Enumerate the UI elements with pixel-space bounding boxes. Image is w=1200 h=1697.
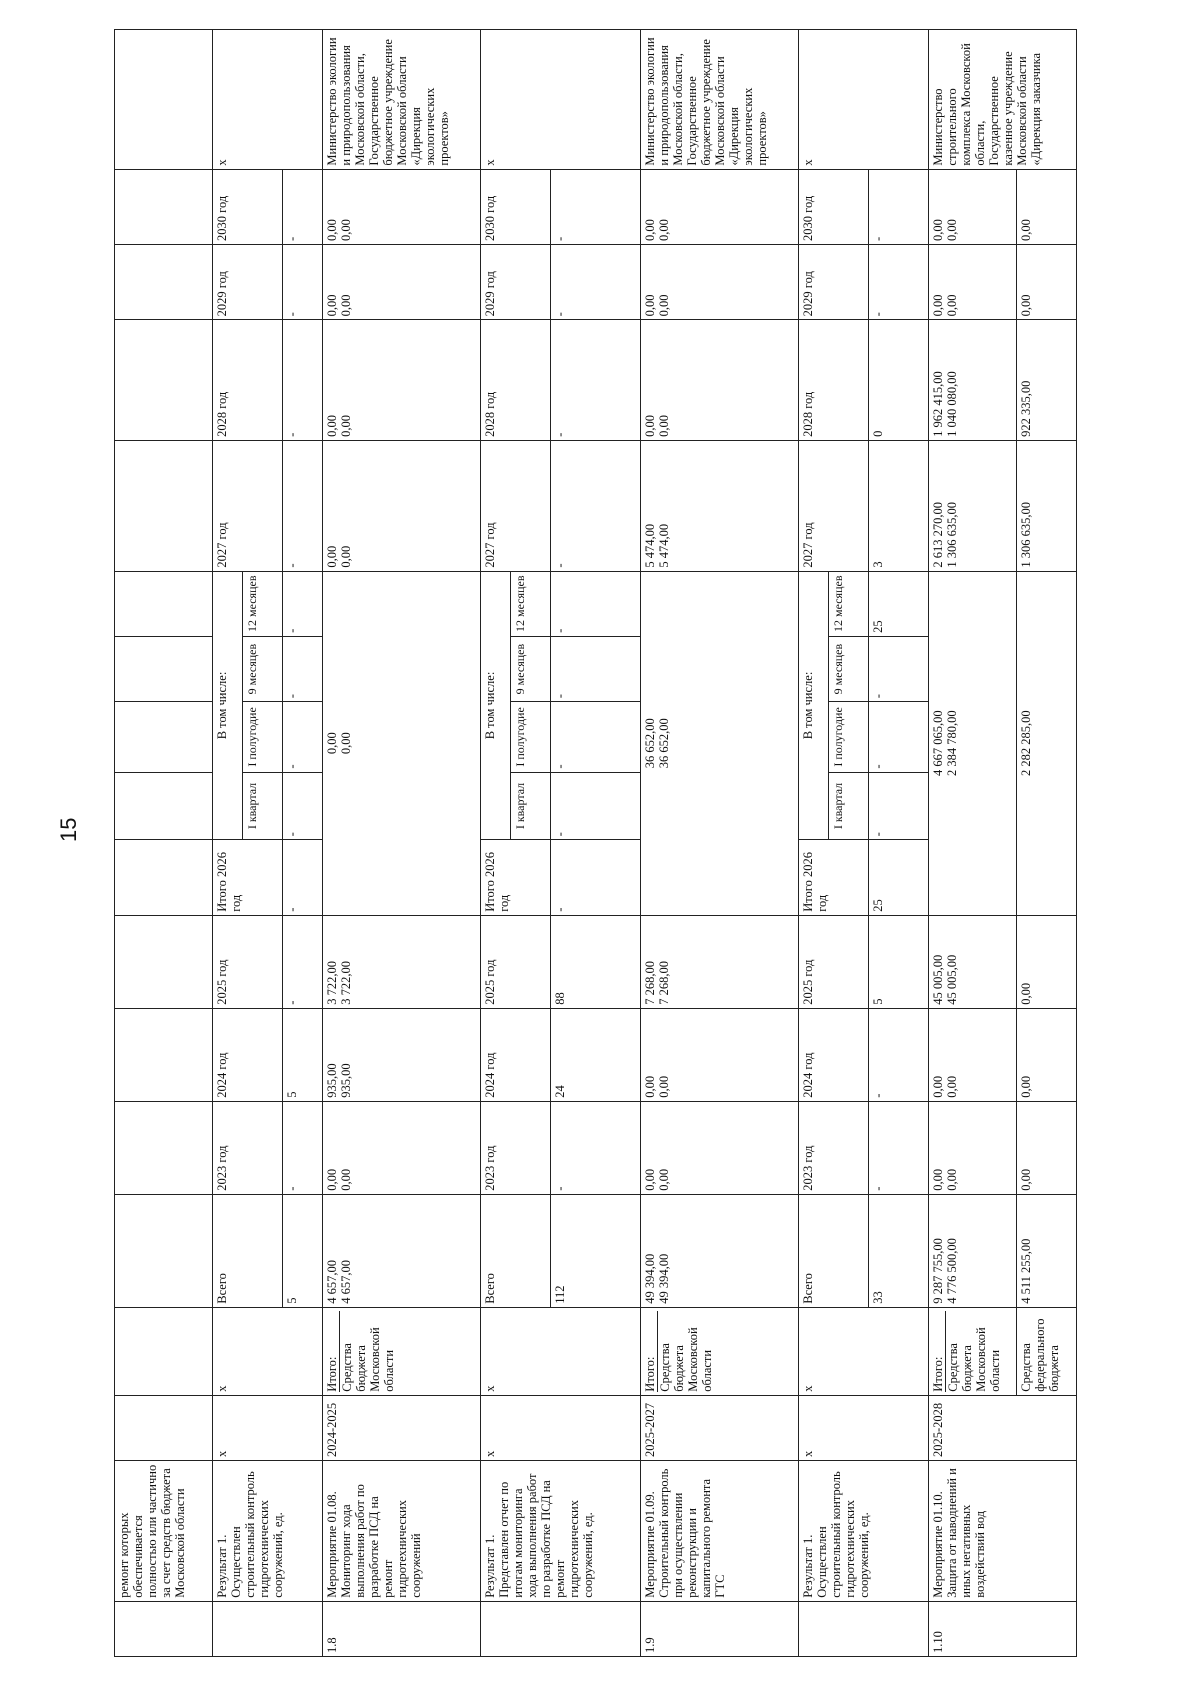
value-2026: - [551, 840, 641, 915]
executor-cell: x [481, 30, 641, 170]
value-2030: - [551, 169, 641, 244]
source-cell [641, 1307, 799, 1395]
header-12m: 12 месяцев [243, 571, 283, 636]
value-2030: 0,00 0,00 [641, 169, 799, 244]
value-total: 33 [869, 1194, 929, 1307]
table-row [115, 30, 213, 1657]
source-label: Средства федерального бюджета [1017, 1307, 1077, 1395]
table-row [641, 30, 799, 1657]
value-2028: 922 335,00 [1017, 320, 1077, 441]
value-2024: 0,00 [1017, 1008, 1077, 1101]
value-2023: 0,00 [1017, 1101, 1077, 1194]
header-q1: I квартал [829, 772, 869, 840]
value-2027: - [283, 440, 323, 571]
header-q1: I квартал [511, 772, 551, 840]
header-12m: 12 месяцев [511, 571, 551, 636]
header-incl: В том числе: [213, 571, 243, 840]
value-2024: - [869, 1008, 929, 1101]
source-cell: x [213, 1307, 323, 1395]
source-cell [929, 1307, 1017, 1395]
result-name: Результат 1. Осуществлен строительный контроль гидротехнических сооружений, ед. [213, 1461, 323, 1602]
value-2027: 2 613 270,00 1 306 635,00 [929, 440, 1017, 571]
value-total: 49 394,00 49 394,00 [641, 1194, 799, 1307]
header-2025: 2025 год [799, 915, 869, 1008]
result-name: Результат 1. Представлен отчет по итогам мониторинга хода выполнения работ по разработке ПСД на ремонт гидротехнических сооружений, ед. [481, 1461, 641, 1602]
row-number [213, 1601, 323, 1656]
header-h1: I полугодие [511, 702, 551, 772]
value-2023: 0,00 0,00 [929, 1101, 1017, 1194]
activity-name: Мероприятие 01.08. Мониторинг хода выполнения работ по разработке ПСД на ремонт гидротехнических сооружений [323, 1461, 481, 1602]
value-2028: - [283, 320, 323, 441]
header-2024: 2024 год [481, 1008, 551, 1101]
header-9m: 9 месяцев [829, 636, 869, 701]
executor-cell: Министерство экологии и природопользования Московской области, Государственное бюджетное учреждение Московской области «Дирекция экологических проектов» [641, 30, 799, 170]
source-cell: x [799, 1307, 929, 1395]
value-2029: 0,00 0,00 [323, 244, 481, 319]
value-2023: - [869, 1101, 929, 1194]
value-12m: - [551, 571, 641, 636]
value-q1: - [551, 772, 641, 840]
activity-name: Мероприятие 01.09. Строительный контроль при осуществлении реконструкции и капитального ремонта ГТС [641, 1461, 799, 1602]
value-2028: 0,00 0,00 [641, 320, 799, 441]
value-2026: 2 282 285,00 [1017, 571, 1077, 915]
row-number: 1.8 [323, 1601, 481, 1656]
value-2025: 45 005,00 45 005,00 [929, 915, 1017, 1008]
source-total-label: Итого: [931, 1356, 945, 1392]
period-cell: 2025-2027 [641, 1395, 799, 1460]
value-2030: - [283, 169, 323, 244]
value-2026: - [283, 840, 323, 915]
period-cell: x [799, 1395, 929, 1460]
value-total: 4 657,00 4 657,00 [323, 1194, 481, 1307]
activity-name: Мероприятие 01.10. Защита от наводнений и иных негативных воздействий вод [929, 1461, 1077, 1602]
value-2024: 0,00 0,00 [929, 1008, 1017, 1101]
executor-cell: x [213, 30, 323, 170]
value-2026: 25 [869, 840, 929, 915]
value-2027: 3 [869, 440, 929, 571]
value-2030: - [869, 169, 929, 244]
value-total: 112 [551, 1194, 641, 1307]
header-2024: 2024 год [213, 1008, 283, 1101]
value-2029: 0,00 [1017, 244, 1077, 319]
header-itogo-2026: Итого 2026 год [213, 840, 283, 915]
value-q1: - [283, 772, 323, 840]
header-2024: 2024 год [799, 1008, 869, 1101]
value-total: 5 [283, 1194, 323, 1307]
period-cell: x [481, 1395, 641, 1460]
header-total: Всего [213, 1194, 283, 1307]
header-h1: I полугодие [829, 702, 869, 772]
value-2024: 24 [551, 1008, 641, 1101]
value-2030: 0,00 0,00 [323, 169, 481, 244]
table-row [799, 30, 829, 1657]
value-2025: 88 [551, 915, 641, 1008]
header-incl: В том числе: [799, 571, 829, 840]
value-2024: 5 [283, 1008, 323, 1101]
source-total-label: Итого: [325, 1356, 339, 1392]
header-2029: 2029 год [481, 244, 551, 319]
rotated-table-area [114, 29, 1134, 1657]
value-2029: 0,00 0,00 [929, 244, 1017, 319]
source-total-label: Итого: [643, 1356, 657, 1392]
period-cell: 2025-2028 [929, 1395, 1077, 1460]
header-2027: 2027 год [799, 440, 869, 571]
value-2025: 3 722,00 3 722,00 [323, 915, 481, 1008]
header-q1: I квартал [243, 772, 283, 840]
value-2026: 0,00 0,00 [323, 571, 481, 915]
value-q1: - [869, 772, 929, 840]
value-2025: - [283, 915, 323, 1008]
value-2025: 0,00 [1017, 915, 1077, 1008]
row-number [115, 1601, 213, 1656]
program-table [114, 29, 1077, 1657]
header-2028: 2028 год [213, 320, 283, 441]
header-2028: 2028 год [799, 320, 869, 441]
row-number [799, 1601, 929, 1656]
value-2023: 0,00 0,00 [323, 1101, 481, 1194]
row-number: 1.10 [929, 1601, 1077, 1656]
value-2025: 7 268,00 7 268,00 [641, 915, 799, 1008]
header-2029: 2029 год [799, 244, 869, 319]
result-name: Результат 1. Осуществлен строительный контроль гидротехнических сооружений, ед. [799, 1461, 929, 1602]
value-2028: 0 [869, 320, 929, 441]
value-2030: 0,00 0,00 [929, 169, 1017, 244]
value-12m: 25 [869, 571, 929, 636]
executor-cell: Министерство экологии и природопользования Московской области, Государственное бюджетное учреждение Московской области «Дирекция экологических проектов» [323, 30, 481, 170]
header-itogo-2026: Итого 2026 год [481, 840, 551, 915]
table-row [481, 30, 511, 1657]
value-2029: - [869, 244, 929, 319]
value-2029: - [283, 244, 323, 319]
activity-name: ремонт которых обеспечивается полностью или частично за счет средств бюджета Московской области [115, 1461, 213, 1602]
header-incl: В том числе: [481, 571, 511, 840]
value-12m: - [283, 571, 323, 636]
value-total: 9 287 755,00 4 776 500,00 [929, 1194, 1017, 1307]
header-total: Всего [481, 1194, 551, 1307]
source-label: Средства бюджета Московской области [657, 1311, 714, 1392]
header-2030: 2030 год [481, 169, 551, 244]
source-cell: x [481, 1307, 641, 1395]
value-h1: - [551, 702, 641, 772]
value-2027: 5 474,00 5 474,00 [641, 440, 799, 571]
header-2025: 2025 год [213, 915, 283, 1008]
source-label: Средства бюджета Московской области [339, 1311, 396, 1392]
value-2023: - [551, 1101, 641, 1194]
value-h1: - [283, 702, 323, 772]
value-2029: - [551, 244, 641, 319]
table-row [213, 30, 243, 1657]
header-itogo-2026: Итого 2026 год [799, 840, 869, 915]
header-2023: 2023 год [213, 1101, 283, 1194]
table-row [929, 30, 1017, 1657]
value-2026: 4 667 065,00 2 384 780,00 [929, 571, 1017, 915]
value-9m: - [869, 636, 929, 701]
value-2030: 0,00 [1017, 169, 1077, 244]
row-number: 1.9 [641, 1601, 799, 1656]
table-row [323, 30, 481, 1657]
value-2023: 0,00 0,00 [641, 1101, 799, 1194]
value-2026: 36 652,00 36 652,00 [641, 571, 799, 915]
executor-cell: x [799, 30, 929, 170]
value-2027: 1 306 635,00 [1017, 440, 1077, 571]
header-2029: 2029 год [213, 244, 283, 319]
header-2023: 2023 год [799, 1101, 869, 1194]
header-9m: 9 месяцев [511, 636, 551, 701]
value-2028: 1 962 415,00 1 040 080,00 [929, 320, 1017, 441]
header-12m: 12 месяцев [829, 571, 869, 636]
header-h1: I полугодие [243, 702, 283, 772]
value-9m: - [551, 636, 641, 701]
value-2025: 5 [869, 915, 929, 1008]
header-2023: 2023 год [481, 1101, 551, 1194]
value-2024: 0,00 0,00 [641, 1008, 799, 1101]
header-2028: 2028 год [481, 320, 551, 441]
value-2028: 0,00 0,00 [323, 320, 481, 441]
header-2030: 2030 год [799, 169, 869, 244]
header-2027: 2027 год [213, 440, 283, 571]
value-2028: - [551, 320, 641, 441]
header-2025: 2025 год [481, 915, 551, 1008]
value-h1: - [869, 702, 929, 772]
page-number: 15 [56, 817, 81, 842]
value-2024: 935,00 935,00 [323, 1008, 481, 1101]
header-2030: 2030 год [213, 169, 283, 244]
source-label: Средства бюджета Московской области [945, 1311, 1002, 1392]
value-2027: - [551, 440, 641, 571]
header-2027: 2027 год [481, 440, 551, 571]
value-2023: - [283, 1101, 323, 1194]
executor-cell: Министерство строительного комплекса Московской области, Государственное казенное учреждение Московской области «Дирекция заказчика [929, 30, 1077, 170]
value-total: 4 511 255,00 [1017, 1194, 1077, 1307]
header-total: Всего [799, 1194, 869, 1307]
row-number [481, 1601, 641, 1656]
period-cell: x [213, 1395, 323, 1460]
value-9m: - [283, 636, 323, 701]
header-9m: 9 месяцев [243, 636, 283, 701]
source-cell [323, 1307, 481, 1395]
value-2027: 0,00 0,00 [323, 440, 481, 571]
value-2029: 0,00 0,00 [641, 244, 799, 319]
period-cell: 2024-2025 [323, 1395, 481, 1460]
